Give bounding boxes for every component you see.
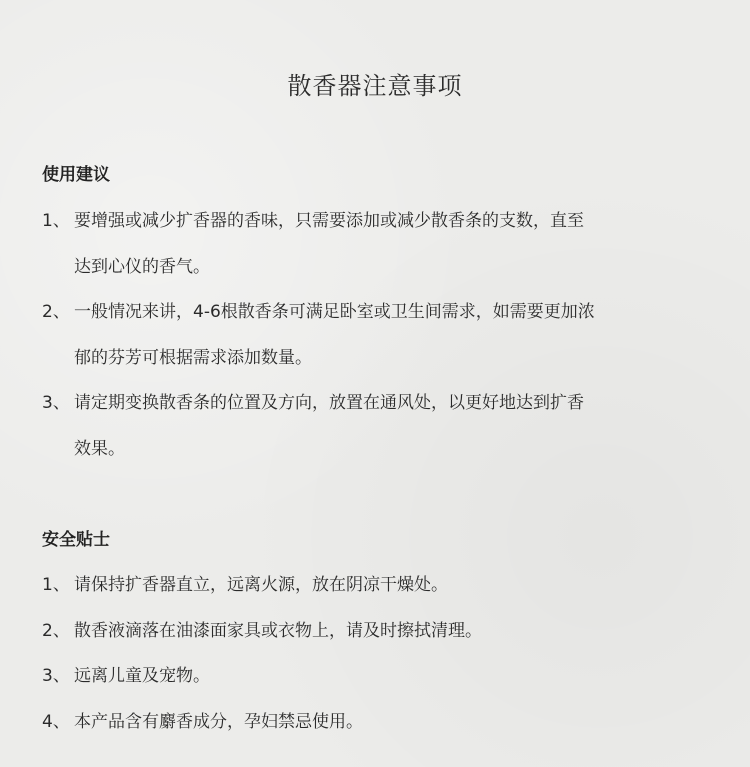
safety-item-3 bbox=[42, 661, 722, 686]
usage-item-1 bbox=[42, 206, 722, 277]
item-number: 3、 bbox=[42, 393, 70, 413]
item-text: 散香液滴落在油漆面家具或衣物上，请及时擦拭清理。 bbox=[74, 621, 482, 641]
item-text-line2: 郁的芬芳可根据需求添加数量。 bbox=[74, 348, 312, 368]
item-text: 本产品含有麝香成分，孕妇禁忌使用。 bbox=[74, 712, 363, 732]
item-number: 1、 bbox=[42, 211, 70, 231]
item-text-line2: 效果。 bbox=[74, 439, 125, 459]
usage-heading: 使用建议 bbox=[42, 165, 110, 185]
usage-item-3 bbox=[42, 388, 722, 459]
safety-item-2 bbox=[42, 616, 722, 641]
item-number: 3、 bbox=[42, 666, 70, 686]
item-number: 4、 bbox=[42, 712, 70, 732]
item-number: 1、 bbox=[42, 575, 70, 595]
item-text: 请保持扩香器直立，远离火源，放在阴凉干燥处。 bbox=[74, 575, 448, 595]
item-text-line2: 达到心仪的香气。 bbox=[74, 257, 210, 277]
item-number: 2、 bbox=[42, 302, 70, 322]
safety-item-4 bbox=[42, 707, 722, 732]
item-text-line1: 一般情况来讲，4-6根散香条可满足卧室或卫生间需求，如需要更加浓 bbox=[74, 302, 595, 322]
item-number: 2、 bbox=[42, 621, 70, 641]
usage-item-2 bbox=[42, 297, 722, 368]
safety-heading: 安全贴士 bbox=[42, 530, 110, 550]
item-text-line1: 请定期变换散香条的位置及方向，放置在通风处，以更好地达到扩香 bbox=[74, 393, 584, 413]
item-text: 远离儿童及宠物。 bbox=[74, 666, 210, 686]
safety-item-1 bbox=[42, 570, 722, 595]
item-text-line1: 要增强或减少扩香器的香味，只需要添加或减少散香条的支数，直至 bbox=[74, 211, 584, 231]
page-title: 散香器注意事项 bbox=[287, 72, 463, 100]
